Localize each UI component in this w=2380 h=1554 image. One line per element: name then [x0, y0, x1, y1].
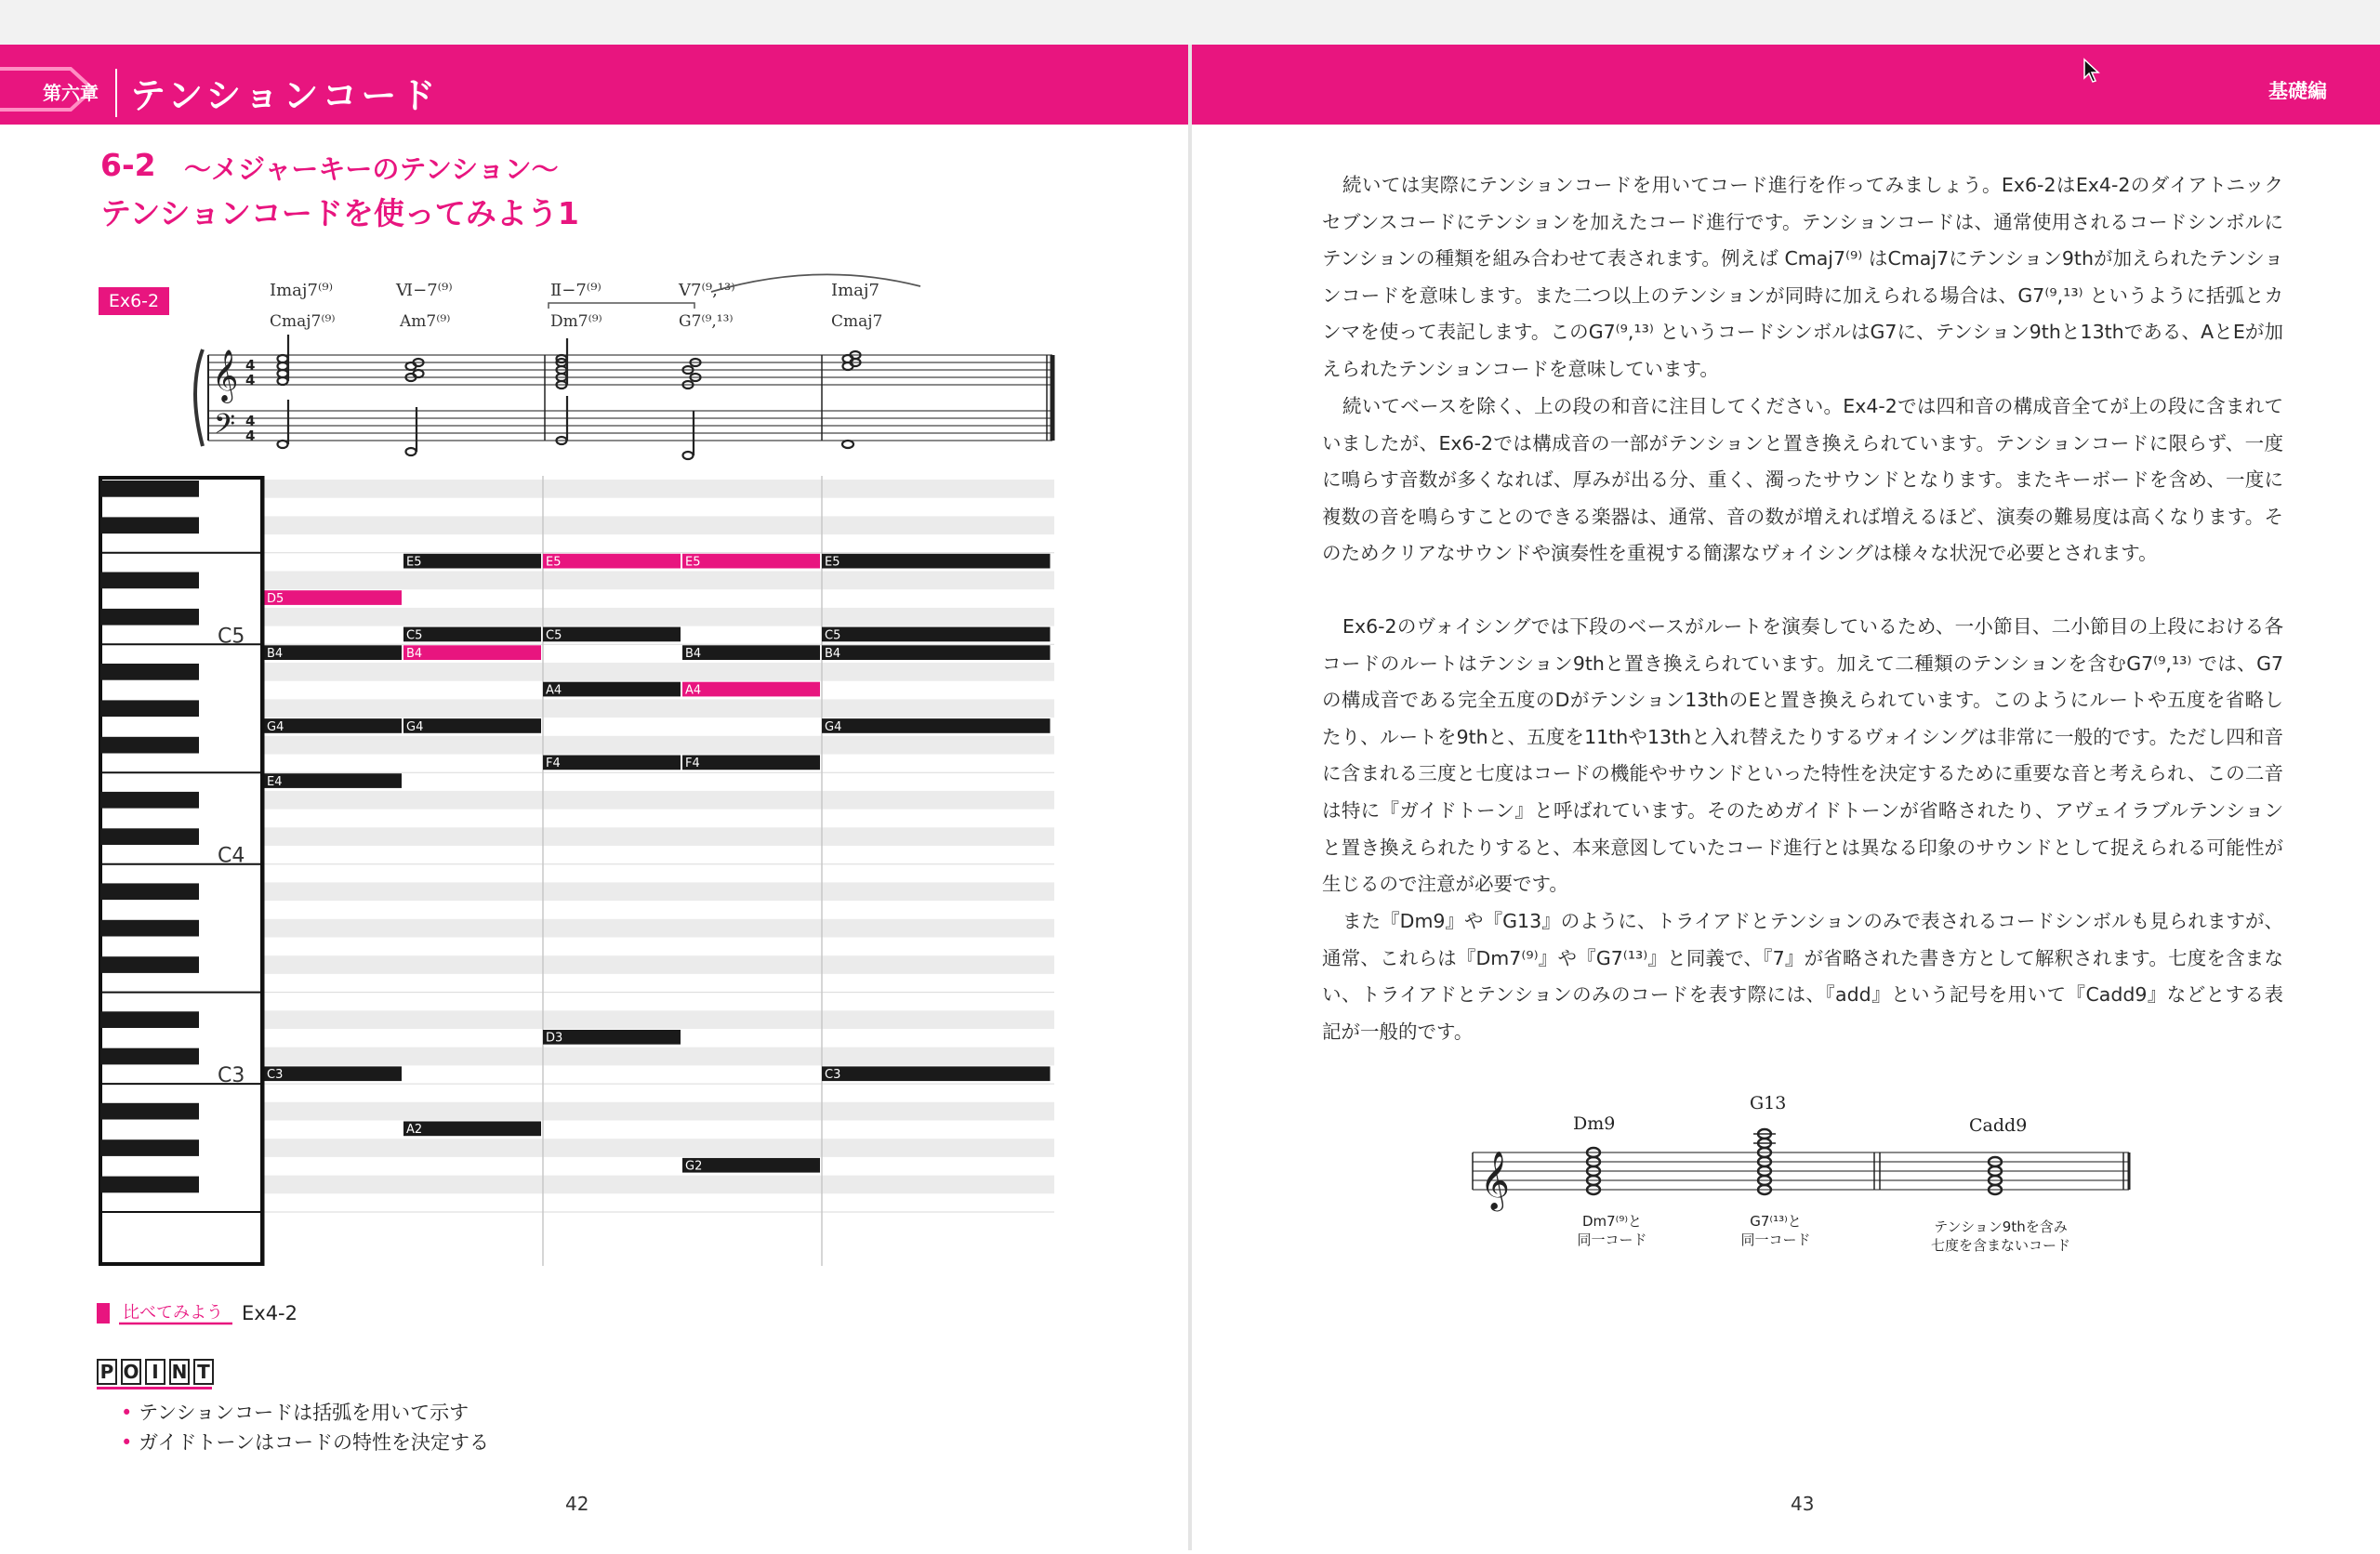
point-item: • テンションコードは括弧を用いて示す: [121, 1402, 469, 1424]
note-label: F4: [546, 757, 561, 771]
time-signature: 4: [245, 357, 256, 374]
note-bar: [403, 718, 541, 733]
grid-stripe: [264, 480, 1054, 498]
black-key: [100, 737, 199, 754]
resolution-slur: [711, 274, 920, 292]
chord-symbol: Cadd9: [1969, 1115, 2028, 1136]
note-bar: [264, 590, 402, 605]
chord-symbol: G13: [1750, 1093, 1787, 1113]
note-bar: [822, 1066, 1051, 1081]
body-paragraph: 続いては実際にテンションコードを用いてコード進行を作ってみましょう。Ex6-2はEx4-2のダイアトニックセブンスコードにテンションを加えたコード進行です。テンションコードは、通常使用されるコードシンボルにテンションの種類を組み合わせて表されます。例えば Cmaj7⁽⁹⁾ はCmaj7にテンション9thが加えられたテンションコードを意味します。また二つ以上のテンションが同時に加えられる場合は、G7⁽⁹,¹³⁾ というように括弧とカンマを使って表記します。このG7⁽⁹,¹³⁾ というコードシンボルはG7に、テンション9thと13thである、AとEが加えられたテンションコードを意味しています。: [1322, 174, 2283, 380]
chord-caption: テンション9thを含み 七度を含まないコード: [1930, 1218, 2070, 1254]
note-label: C3: [825, 1068, 841, 1083]
chord-symbol: G7⁽⁹,¹³⁾: [679, 312, 734, 331]
example-label: Ex6-2: [99, 287, 169, 315]
note-label: G2: [685, 1159, 703, 1174]
grid-stripe: [264, 1139, 1054, 1157]
bass-notes: [278, 396, 854, 459]
note-bar: [682, 1158, 820, 1173]
grid-stripe: [264, 1176, 1054, 1194]
note-label: C3: [267, 1068, 284, 1083]
black-key: [100, 883, 199, 900]
black-key: [100, 700, 199, 717]
chord-symbol: Cmaj7⁽⁹⁾: [270, 312, 336, 331]
note-bar: [822, 627, 1051, 642]
chapter-mark: 第六章: [43, 82, 99, 104]
note-bar: [403, 645, 541, 660]
black-key: [100, 1011, 199, 1028]
note-label: E5: [406, 555, 422, 570]
note-label: B4: [406, 647, 423, 661]
note-bar: [822, 718, 1051, 733]
grid-stripe: [264, 1010, 1054, 1029]
grid-stripe: [264, 955, 1054, 974]
note-label: C5: [825, 628, 841, 643]
page-number-left: 42: [565, 1493, 589, 1515]
note-bar: [543, 554, 681, 569]
octave-label: C4: [218, 844, 245, 868]
point-underline: [97, 1387, 212, 1389]
note-bar: [264, 645, 402, 660]
note-label: A4: [685, 683, 702, 698]
mouse-cursor-icon: [2082, 58, 2103, 86]
black-key: [100, 573, 199, 589]
note-bar: [682, 682, 820, 697]
note-bar: [543, 1030, 681, 1045]
viewer-top-strip: [0, 0, 2380, 45]
grid-stripe: [264, 919, 1054, 938]
black-key: [100, 1177, 199, 1193]
chord-symbol: Am7⁽⁹⁾: [400, 312, 451, 331]
body-paragraph: また『Dm9』や『G13』のように、トライアドとテンションのみで表されるコードシンボルも見られますが、通常、これらは『Dm7⁽⁹⁾』や『G7⁽¹³⁾』と同義で、『7』が省略された書き方として解釈されます。七度を含まない、トライアドとテンションのみのコードを表す際には、『add』という記号を用いて『Cadd9』などとする表記が一般的です。: [1322, 910, 2283, 1043]
note-bar: [403, 1122, 541, 1137]
note-bar: [822, 645, 1051, 660]
note-bar: [543, 682, 681, 697]
black-key: [100, 609, 199, 626]
octave-label: C3: [218, 1064, 245, 1088]
body-paragraph: 続いてベースを除く、上の段の和音に注目してください。Ex4-2では四和音の構成音全てが上の段に含まれていましたが、Ex6-2では構成音の一部がテンションと置き換えられています。テンションコードに限らず、一度に鳴らす音数が多くなれば、厚みが出る分、重く、濁ったサウンドとなります。またキーボードを含め、一度に複数の音を鳴らすことのできる楽器は、通常、音の数が増えれば増えるほど、演奏の難易度は高くなります。そのためクリアなサウンドや演奏性を重視する簡潔なヴォイシングは様々な状況で必要とされます。: [1322, 395, 2283, 565]
note-label: E5: [546, 555, 562, 570]
point-letter: O: [121, 1359, 141, 1385]
note-label: C5: [546, 628, 562, 643]
grid-stripe: [264, 663, 1054, 681]
point-item: • ガイドトーンはコードの特性を決定する: [121, 1431, 490, 1454]
note-bar: [682, 645, 820, 660]
note-label: E4: [267, 774, 283, 789]
point-letter: P: [97, 1359, 117, 1385]
black-key: [100, 481, 199, 497]
black-key: [100, 517, 199, 533]
compare-label-icon: [97, 1297, 236, 1329]
note-bar: [264, 1066, 402, 1081]
section-title: テンションコードを使ってみよう1: [100, 195, 579, 231]
grid-stripe: [264, 882, 1054, 901]
note-bar: [543, 756, 681, 770]
note-label: C5: [406, 628, 423, 643]
grid-stripe: [264, 608, 1054, 626]
roman-numeral: Ⅰmaj7⁽⁹⁾: [270, 281, 334, 300]
roman-numeral: Ⅰmaj7: [831, 281, 879, 300]
grand-staff-notation: [186, 260, 1069, 465]
compare-target: Ex4-2: [242, 1302, 298, 1324]
black-key: [100, 1103, 199, 1120]
note-bar: [543, 627, 681, 642]
note-label: A2: [406, 1123, 423, 1138]
roman-numeral: Ⅱ−7⁽⁹⁾: [550, 281, 602, 300]
point-letter: N: [169, 1359, 190, 1385]
note-label: E5: [825, 555, 840, 570]
grid-stripe: [264, 516, 1054, 534]
piano-roll: [99, 476, 1056, 1266]
chord-symbol: Dm9: [1573, 1113, 1616, 1134]
note-label: A4: [546, 683, 562, 698]
note-label: B4: [267, 647, 284, 661]
body-paragraph: Ex6-2のヴォイシングでは下段のベースがルートを演奏しているため、一小節目、二小節目の上段における各コードのルートはテンション9thと置き換えられています。加えて二種類のテンションを含むG7⁽⁹,¹³⁾ では、G7の構成音である完全五度のDがテンション13thのEと置き換えられています。このようにルートや五度を省略したり、ルートを9thと、五度を11thや13thと入れ替えたりするヴォイシングは非常に一般的です。ただし四和音に含まれる三度と七度はコードの機能やサウンドといった特性を決定するために重要な音と考えられ、この二音は特に『ガイドトーン』と呼ばれています。そのためガイドトーンが省略されたり、アヴェイラブルテンションと置き換えられたりすると、本来意図していたコード進行とは異なる印象のサウンドとして捉えられる可能性が生じるので注意が必要です。: [1322, 615, 2283, 896]
tie-bracket: [549, 303, 694, 309]
note-label: F4: [685, 757, 700, 771]
time-signature: 4: [245, 428, 256, 444]
note-bar: [682, 756, 820, 770]
chord-symbol: Dm7⁽⁹⁾: [550, 312, 602, 331]
section-subtitle: 〜メジャーキーのテンション〜: [184, 153, 559, 185]
roman-numeral: Ⅵ−7⁽⁹⁾: [396, 281, 453, 300]
series-label: 基礎編: [2268, 80, 2327, 102]
note-label: E5: [685, 555, 701, 570]
piano-roll-canvas: [99, 476, 1056, 1266]
grid-stripe: [264, 1102, 1054, 1121]
chapter-divider: [115, 69, 117, 117]
grid-stripe: [264, 736, 1054, 755]
compare-label: 比べてみよう: [123, 1303, 223, 1323]
point-letter: T: [193, 1359, 214, 1385]
note-bar: [403, 627, 541, 642]
treble-chords: [278, 335, 861, 388]
page-gutter: [1188, 45, 1192, 1550]
black-key: [100, 792, 199, 809]
page-number-right: 43: [1791, 1493, 1815, 1515]
time-signature: 4: [245, 413, 256, 429]
treble-clef-icon: 𝄞: [212, 349, 239, 402]
octave-label: C5: [218, 625, 245, 649]
black-key: [100, 920, 199, 937]
black-key: [100, 664, 199, 680]
grid-stripe: [264, 699, 1054, 718]
note-label: D3: [546, 1031, 563, 1046]
grid-stripe: [264, 572, 1054, 590]
note-label: G4: [267, 719, 284, 734]
chord-caption: Dm7⁽⁹⁾と 同一コード: [1577, 1213, 1647, 1248]
chapter-header-band-right: [1192, 45, 2380, 125]
note-bar: [264, 773, 402, 788]
treble-clef-icon: 𝄞: [1480, 1151, 1510, 1209]
black-key: [100, 828, 199, 845]
note-bar: [403, 554, 541, 569]
note-bar: [822, 554, 1051, 569]
note-bar: [264, 718, 402, 733]
grid-stripe: [264, 827, 1054, 846]
note-label: G4: [406, 719, 424, 734]
grid-stripe: [264, 791, 1054, 810]
grid-stripe: [264, 1047, 1054, 1066]
black-key: [100, 1048, 199, 1065]
roman-numeral: Ⅴ7⁽⁹,¹³⁾: [679, 281, 735, 300]
section-number: 6-2: [100, 147, 156, 183]
point-letter: I: [145, 1359, 165, 1385]
time-signature: 4: [245, 372, 256, 388]
note-bar: [682, 554, 820, 569]
note-label: G4: [825, 719, 842, 734]
chord-symbol: Cmaj7: [831, 312, 883, 331]
black-key: [100, 1139, 199, 1156]
note-label: B4: [685, 647, 702, 661]
note-label: B4: [825, 647, 841, 661]
brace: [195, 349, 203, 446]
chord-caption: G7⁽¹³⁾と 同一コード: [1740, 1213, 1811, 1248]
chapter-title: テンションコード: [130, 75, 440, 116]
tension-example-staff: [1469, 1112, 2135, 1214]
black-key: [100, 956, 199, 973]
bass-clef-icon: 𝄢: [214, 409, 236, 447]
note-label: D5: [267, 591, 284, 606]
